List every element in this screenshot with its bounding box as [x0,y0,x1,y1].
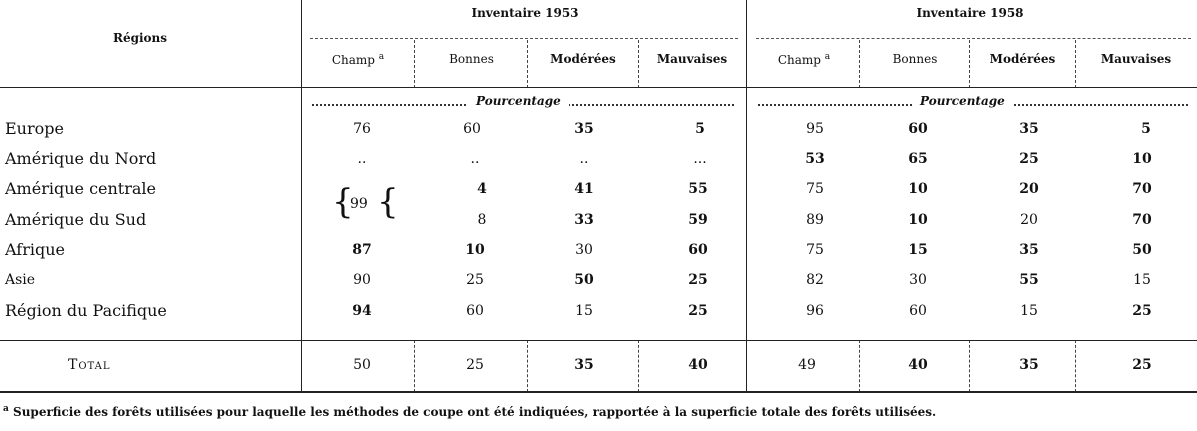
table-cell: 25 [1019,151,1039,167]
table-cell: 96 [806,303,824,319]
region-label: Amérique centrale [5,179,156,198]
table-cell: 15 [575,303,593,319]
table-cell: 90 [353,272,371,288]
table-cell: 59 [688,212,708,228]
table-cell: 95 [806,121,824,137]
column-divider [638,340,639,392]
table-cell: 60 [466,303,484,319]
table-cell: 35 [574,121,594,137]
region-label: Région du Pacifique [5,301,167,320]
table-cell: 8 [477,212,487,228]
group-header-1958: Inventaire 1958 [916,6,1024,20]
table-cell: 20 [1019,181,1039,197]
total-top-rule [0,340,1197,341]
footnote [3,404,936,419]
subheader-bonnes-1958: Bonnes [892,52,938,66]
left-brace-icon: { [332,182,354,222]
table-cell: 94 [352,303,372,319]
table-cell: 10 [908,181,928,197]
subheader-bonnes-1953: Bonnes [449,52,494,66]
table-cell: 55 [1019,272,1039,288]
column-divider [638,40,639,88]
column-divider [527,40,528,88]
table-cell: 70 [1132,181,1152,197]
subheader-rule-1958 [756,38,1191,39]
table-cell: ... [693,151,707,167]
total-cell: 35 [574,357,594,373]
table-cell: 50 [1132,242,1152,258]
table-cell: 25 [688,272,708,288]
table-cell: 50 [574,272,594,288]
percentage-label-1953: Pourcentage [468,93,569,109]
total-cell: 40 [688,357,708,373]
table-cell: 25 [688,303,708,319]
table-cell: .. [470,151,480,167]
table-cell: 25 [1132,303,1152,319]
table-cell: 25 [466,272,484,288]
table-cell: 89 [806,212,824,228]
subheader-mauvaises-1958: Mauvaises [1100,52,1172,66]
column-divider [859,40,860,88]
subheader-champ-1958: Champ $^a$ [777,52,831,67]
table-cell: .. [579,151,589,167]
subheader-moderees-1958: Modérées [989,52,1056,66]
merged-champ-1953: 99 [350,196,368,212]
region-label: Asie [5,272,36,288]
region-label: Afrique [5,240,65,259]
subheader-moderees-1953: Modérées [550,52,616,66]
column-divider [414,40,415,88]
column-divider [527,340,528,392]
table-cell: 41 [574,181,594,197]
subheader-rule-1953 [310,38,738,39]
table-cell: 10 [1132,151,1152,167]
column-divider [414,340,415,392]
column-divider [1075,40,1076,88]
table-cell: 65 [908,151,928,167]
table-cell: 10 [465,242,485,258]
total-cell: 25 [1132,357,1152,373]
total-cell: 35 [1019,357,1039,373]
total-cell: 25 [466,357,484,373]
table-cell: 20 [1020,212,1038,228]
region-label: Amérique du Sud [5,210,147,229]
column-divider [969,40,970,88]
column-divider-groups [746,0,747,392]
table-cell: 82 [806,272,824,288]
table-cell: 33 [574,212,594,228]
table-cell: 60 [908,121,928,137]
table-cell: 10 [908,212,928,228]
table-cell: 5 [1141,121,1151,137]
table-cell: 60 [688,242,708,258]
table-cell: 76 [353,121,371,137]
table-cell: 35 [1019,242,1039,258]
percentage-label-1958: Pourcentage [912,93,1013,109]
column-divider [859,340,860,392]
table-cell: 60 [463,121,481,137]
table-cell: 75 [806,242,824,258]
regions-header: Régions [112,31,168,45]
column-divider [1075,340,1076,392]
footnote-text: Superficie des forêts utilisées pour laquelle les méthodes de coupe ont été indiquées, rapportée à la superficie totale des forêts utilisées. [13,405,937,419]
table-cell: .. [357,151,367,167]
column-divider [969,340,970,392]
table-cell: 15 [1020,303,1038,319]
region-label: Amérique du Nord [5,149,157,168]
group-header-1953: Inventaire 1953 [471,6,579,20]
table-cell: 15 [908,242,928,258]
total-cell: 49 [798,357,816,373]
total-cell: 50 [353,357,371,373]
table-cell: 55 [688,181,708,197]
table-cell: 53 [805,151,825,167]
total-label: Total [68,357,111,373]
table-cell: 35 [1019,121,1039,137]
subheader-champ-1953: Champ $^a$ [331,52,385,67]
region-label: Europe [5,119,64,138]
table-cell: 60 [909,303,927,319]
table-cell: 15 [1133,272,1151,288]
table-cell: 5 [695,121,705,137]
right-brace-icon: { [377,182,399,222]
footnote-mark: a [3,404,9,414]
table-bottom-rule [0,391,1197,393]
subheader-mauvaises-1953: Mauvaises [656,52,728,66]
table-cell: 70 [1132,212,1152,228]
table-cell: 75 [806,181,824,197]
column-divider-regions [301,0,302,392]
table-cell: 30 [575,242,593,258]
table-cell: 4 [477,181,487,197]
table-cell: 87 [352,242,372,258]
total-cell: 40 [908,357,928,373]
header-rule [0,87,1197,88]
table-cell: 30 [909,272,927,288]
